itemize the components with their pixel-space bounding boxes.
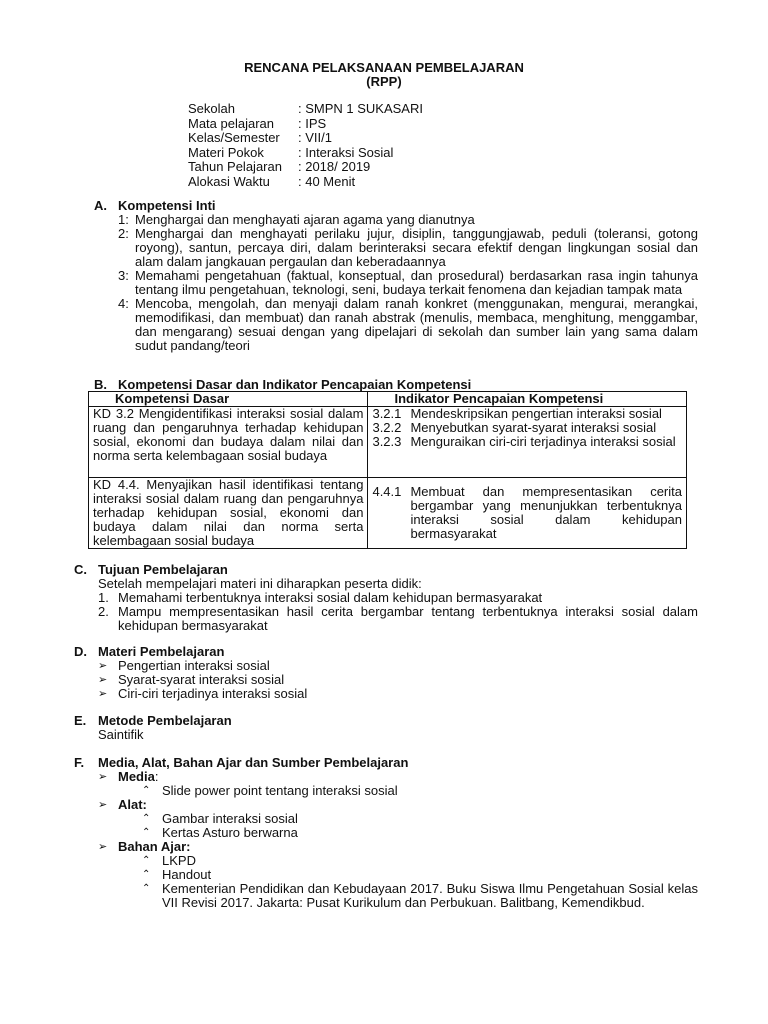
arrow-bullet-icon: ➢ [98,674,108,686]
table-cell: KD 4.4. Menyajikan hasil identifikasi tentang interaksi sosial dalam ruang dan pengaruhnya terhadap kehidupan sosial, ekonomi dan budaya dalam nilai dan norma serta kelembagaan sosial budaya [89,478,368,549]
section-heading: C. Tujuan Pembelajaran [74,562,228,577]
list-item: 1. Memahami terbentuknya interaksi sosial dalam kehidupan bermasyarakat [98,590,543,605]
arrow-bullet-icon: ➢ [98,771,108,783]
caret-bullet-icon: ⌃ [142,813,151,824]
indicator-item: 4.4.1 Membuat dan mempresentasikan cerita bergambar yang menunjukkan terbentuknya interaksi sosial dalam kehidupan bermasyarakat [372,484,682,541]
table-cell [368,478,687,549]
info-row: Alokasi Waktu : 40 Menit [188,173,356,189]
arrow-bullet-icon: ➢ [98,841,108,853]
group-bahan-ajar: ➢ Bahan Ajar: [98,839,191,854]
list-item: ⌃ Gambar interaksi sosial [142,811,298,826]
caret-bullet-icon: ⌃ [142,785,151,796]
info-row: Kelas/Semester : VII/1 [188,130,332,146]
identity-block [188,102,423,190]
caret-bullet-icon: ⌃ [142,869,151,880]
section-heading: A. Kompetensi Inti [94,198,216,213]
section-kompetensi-inti [94,199,698,353]
table-header: Kompetensi Dasar [89,392,368,407]
arrow-bullet-icon: ➢ [98,688,108,700]
section-tujuan [74,563,698,633]
arrow-bullet-icon: ➢ [98,799,108,811]
document-title: RENCANA PELAKSANAAN PEMBELAJARAN [244,60,524,75]
list-item: ➢ Syarat-syarat interaksi sosial [98,672,285,687]
indicator-item: 3.2.2 Menyebutkan syarat-syarat interaksi sosial [372,420,657,435]
document-subtitle: (RPP) [366,74,402,89]
list-item: ⌃ Kementerian Pendidikan dan Kebudayaan 2017. Buku Siswa Ilmu Pengetahuan Sosial kelas VII Revisi 2017. Jakarta: Pusat Kurikulum dan Perbukuan. Balitbang, Kemendikbud. [142,881,698,910]
list-item: 2: Menghargai dan menghayati perilaku jujur, disiplin, tanggungjawab, peduli (toleransi, gotong royong), santun, percaya diri, dalam berinteraksi secara efektif dengan lingkungan sosial dan alam dalam jangkauan pergaulan dan keberadaannya [118,226,698,269]
info-row: Mata pelajaran : IPS [188,115,327,131]
list-item: ⌃ Slide power point tentang interaksi sosial [142,783,398,798]
info-row: Materi Pokok : Interaksi Sosial [188,144,394,160]
caret-bullet-icon: ⌃ [142,883,151,894]
table-row [89,478,687,549]
section-heading: F. Media, Alat, Bahan Ajar dan Sumber Pembelajaran [74,755,409,770]
list-item: 2. Mampu mempresentasikan hasil cerita bergambar tentang terbentuknya interaksi sosial dalam kehidupan bermasyarakat [98,604,698,633]
group-media: ➢ Media : [98,769,159,784]
caret-bullet-icon: ⌃ [142,855,151,866]
list-item: ➢ Ciri-ciri terjadinya interaksi sosial [98,686,308,701]
method-text: Saintifik [98,727,144,742]
section-heading: B. Kompetensi Dasar dan Indikator Pencapaian Kompetensi [94,377,472,392]
competency-table [88,391,687,549]
table-row [89,407,687,478]
list-item: 1: Menghargai dan menghayati ajaran agama yang dianutnya [118,212,475,227]
section-metode [74,714,698,742]
section-kompetensi-dasar [94,378,698,392]
info-row: Tahun Pelajaran : 2018/ 2019 [188,159,371,175]
caret-bullet-icon: ⌃ [142,827,151,838]
table-cell [368,407,687,478]
info-row: Sekolah : SMPN 1 SUKASARI [188,101,423,116]
list-item: ⌃ Handout [142,867,212,882]
table-cell: KD 3.2 Mengidentifikasi interaksi sosial dalam ruang dan pengaruhnya terhadap kehidupan sosial, ekonomi dan budaya dalam nilai dan norma serta kelembagaan sosial budaya [89,407,368,478]
list-item: ⌃ LKPD [142,853,196,868]
table-header: Indikator Pencapaian Kompetensi [368,392,687,407]
indicator-item: 3.2.1 Mendeskripsikan pengertian interaksi sosial [372,406,662,421]
group-alat: ➢ Alat: [98,797,147,812]
intro-text: Setelah mempelajari materi ini diharapkan peserta didik: [98,576,422,591]
list-item: 4: Mencoba, mengolah, dan menyaji dalam ranah konkret (menggunakan, mengurai, merangkai, memodifikasi, dan membuat) dan ranah abstrak (menulis, membaca, menghitung, menggambar, dan mengarang) sesuai dengan yang dipelajari di sekolah dan sumber lain yang sama dalam sudut pandang/teori [118,296,698,353]
section-heading: D. Materi Pembelajaran [74,644,225,659]
table-header-row [89,392,687,407]
arrow-bullet-icon: ➢ [98,660,108,672]
list-item: ➢ Pengertian interaksi sosial [98,658,270,673]
section-materi [74,645,698,701]
list-item: ⌃ Kertas Asturo berwarna [142,825,298,840]
section-heading: E. Metode Pembelajaran [74,713,232,728]
indicator-item: 3.2.3 Menguraikan ciri-ciri terjadinya interaksi sosial [372,434,676,449]
list-item: 3: Memahami pengetahuan (faktual, konseptual, dan prosedural) berdasarkan rasa ingin tahunya tentang ilmu pengetahuan, teknologi, seni, budaya terkait fenomena dan kejadian tampak mata [118,268,698,297]
section-media [74,756,698,910]
